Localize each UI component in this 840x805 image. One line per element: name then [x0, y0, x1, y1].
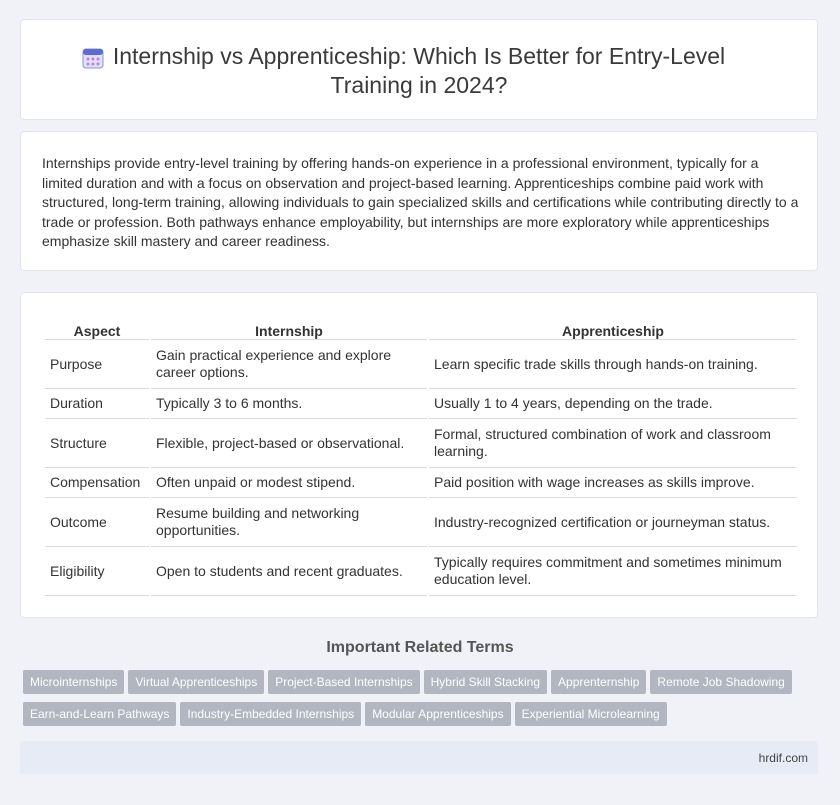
related-term-tag[interactable]: Project-Based Internships [268, 670, 419, 694]
intro-card [20, 131, 818, 271]
related-term-tag[interactable]: Experiential Microlearning [515, 702, 667, 726]
table-row [45, 468, 797, 498]
header-card [20, 19, 818, 120]
comparison-card [20, 292, 818, 618]
related-term-tag[interactable]: Microinternships [23, 670, 124, 694]
related-term-tag[interactable]: Apprenternship [551, 670, 646, 694]
internship-cell: Flexible, project-based or observational. [151, 419, 427, 468]
aspect-cell: Outcome [45, 498, 149, 547]
related-term-tag[interactable]: Hybrid Skill Stacking [424, 670, 547, 694]
related-term-tag[interactable]: Earn-and-Learn Pathways [23, 702, 176, 726]
aspect-cell: Eligibility [45, 547, 149, 596]
related-terms-title: Important Related Terms [326, 639, 514, 656]
comparison-table [43, 315, 799, 596]
internship-cell: Open to students and recent graduates. [151, 547, 427, 596]
table-row [45, 389, 797, 419]
aspect-cell: Duration [45, 389, 149, 419]
apprenticeship-cell: Formal, structured combination of work and classroom learning. [429, 419, 797, 468]
intro-paragraph: Internships provide entry-level training by offering hands-on experience in a professional environment, typically for a limited duration and with a focus on observation and project-based learning. Apprenticeships combine paid work with structured, long-term training, allowing individuals to gain specialized skills and certifications while contributing directly to a trade or profession. Both pathways enhance employability, but internships are more exploratory while apprenticeships emphasize skill mastery and career readiness. [42, 155, 799, 250]
apprenticeship-cell: Typically requires commitment and sometimes minimum education level. [429, 547, 797, 596]
apprenticeship-cell: Paid position with wage increases as skills improve. [429, 468, 797, 498]
aspect-cell: Structure [45, 419, 149, 468]
page-title: Internship vs Apprenticeship: Which Is Better for Entry-Level Training in 2024? [112, 43, 726, 98]
internship-cell: Typically 3 to 6 months. [151, 389, 427, 419]
related-term-tag[interactable]: Remote Job Shadowing [650, 670, 791, 694]
header-apprenticeship: Apprenticeship [429, 315, 797, 340]
related-terms-list [23, 670, 823, 734]
related-term-tag[interactable]: Industry-Embedded Internships [180, 702, 361, 726]
apprenticeship-cell: Learn specific trade skills through hands-on training. [429, 340, 797, 389]
table-row [45, 340, 797, 389]
internship-cell: Gain practical experience and explore career options. [151, 340, 427, 389]
aspect-cell: Compensation [45, 468, 149, 498]
internship-cell: Resume building and networking opportunities. [151, 498, 427, 547]
aspect-cell: Purpose [45, 340, 149, 389]
header-aspect: Aspect [45, 315, 149, 340]
table-row [45, 498, 797, 547]
table-row [45, 547, 797, 596]
apprenticeship-cell: Usually 1 to 4 years, depending on the trade. [429, 389, 797, 419]
header-internship: Internship [151, 315, 427, 340]
internship-cell: Often unpaid or modest stipend. [151, 468, 427, 498]
apprenticeship-cell: Industry-recognized certification or journeyman status. [429, 498, 797, 547]
footer [20, 741, 818, 774]
related-term-tag[interactable]: Virtual Apprenticeships [128, 670, 264, 694]
footer-site[interactable]: hrdif.com [758, 751, 808, 765]
related-term-tag[interactable]: Modular Apprenticeships [365, 702, 510, 726]
table-row [45, 419, 797, 468]
